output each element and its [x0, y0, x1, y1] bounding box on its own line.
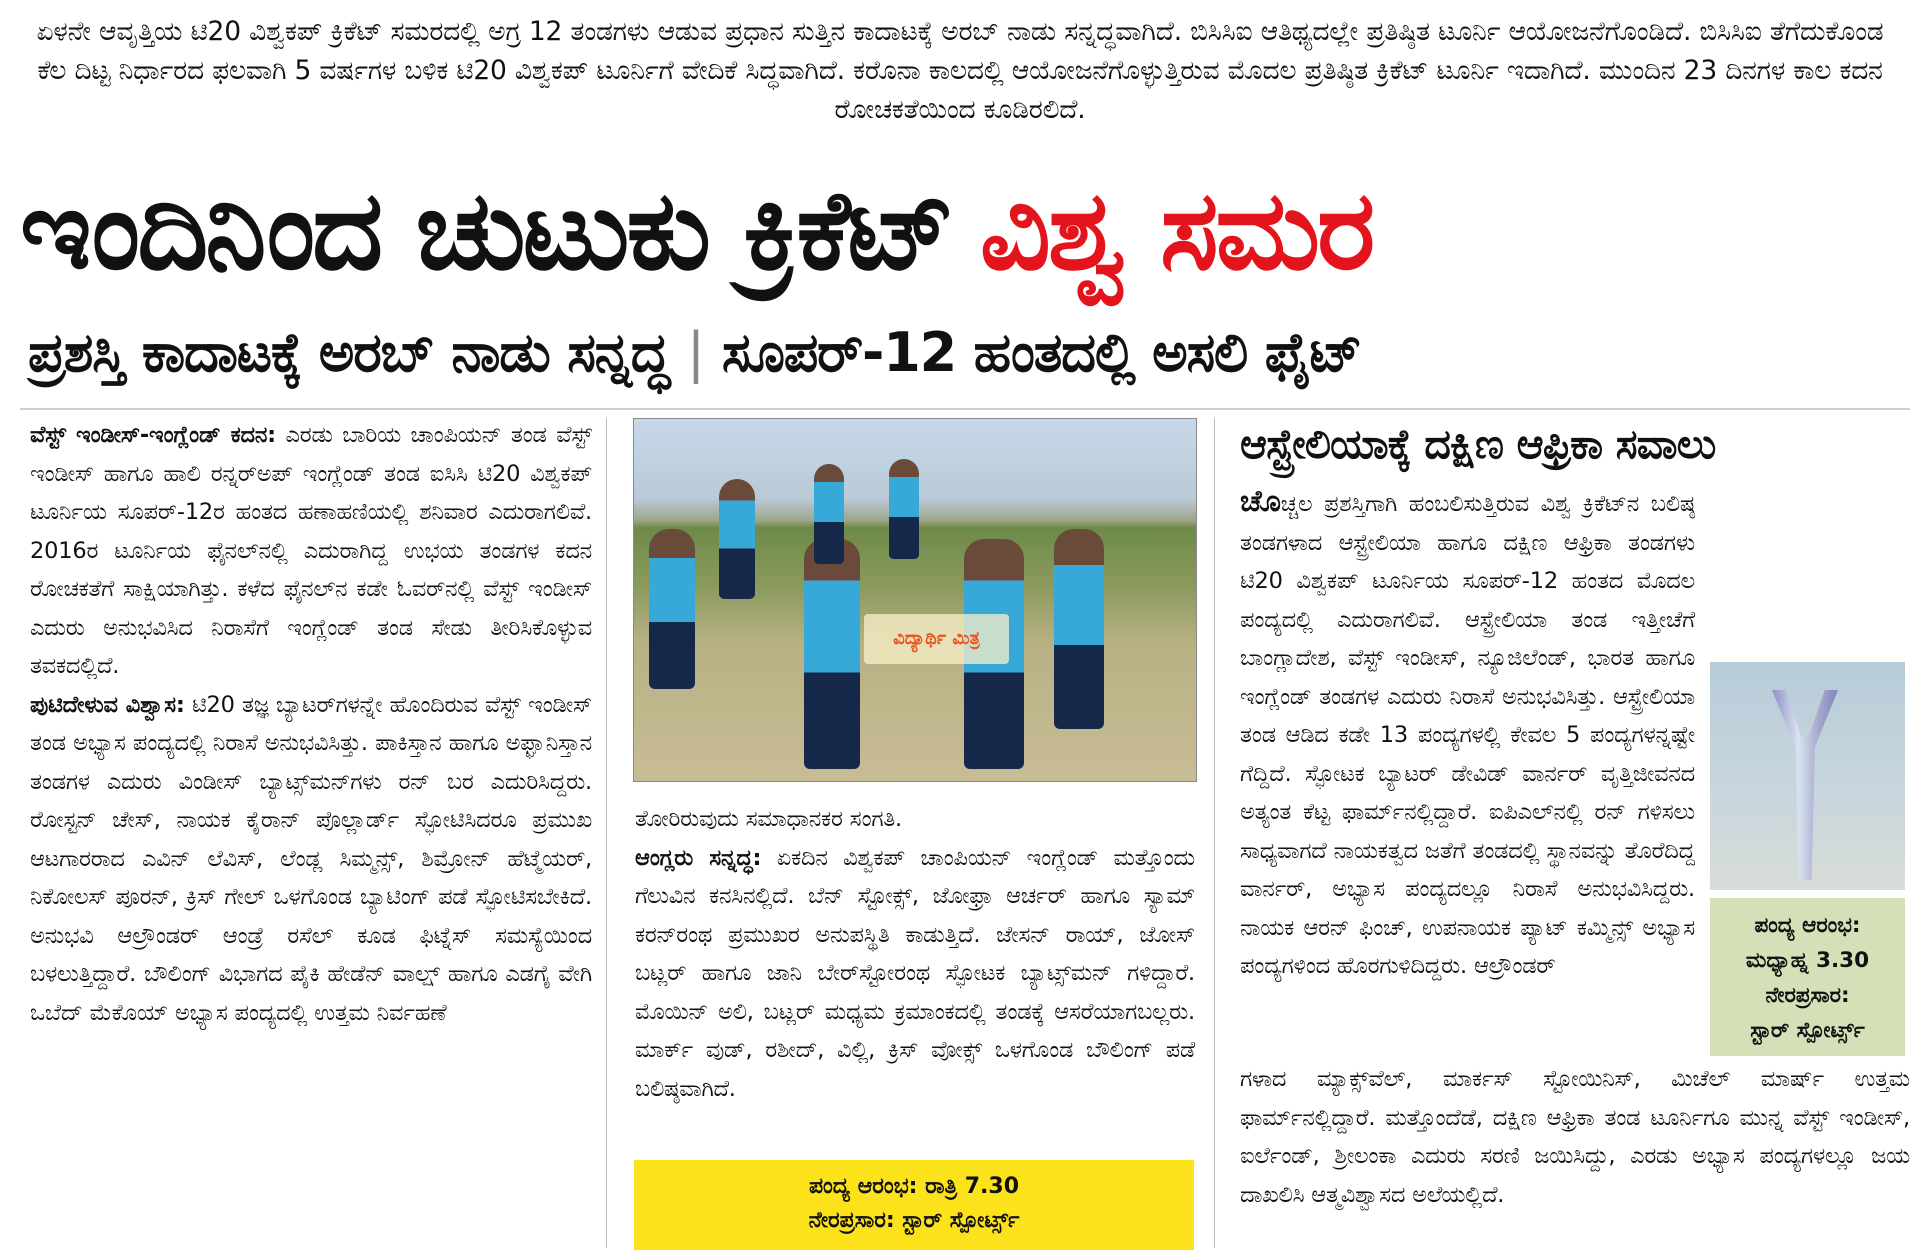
column-west-indies-england — [30, 416, 592, 1246]
col3-paragraph-2: ಗಳಾದ ಮ್ಯಾಕ್ಸ್‌ವೆಲ್, ಮಾರ್ಕಸ್ ಸ್ಟೋಯಿನಿಸ್, ಮಿಚೆಲ್ ಮಾರ್ಷ್ ಉತ್ತಮ ಫಾರ್ಮ್‌ನಲ್ಲಿದ್ದಾರೆ. ಮತ್ತೊಂದೆಡೆ, ದಕ್ಷಿಣ ಆಫ್ರಿಕಾ ತಂಡ ಟೂರ್ನಿಗೂ ಮುನ್ನ ವೆಸ್ಟ್ ಇಂಡೀಸ್, ಐರ್ಲೆಂಡ್, ಶ್ರೀಲಂಕಾ ಎದುರು ಸರಣಿ ಜಯಿಸಿದ್ದು, ಎರಡು ಅಭ್ಯಾಸ ಪಂದ್ಯಗಳಲ್ಲೂ ಜಯ ದಾಖಲಿಸಿ ಆತ್ಮವಿಶ್ವಾಸದ ಅಲೆಯಲ್ಲಿದೆ. — [1240, 1066, 1910, 1208]
col3-text-1: ಚ್ಚಲ ಪ್ರಶಸ್ತಿಗಾಗಿ ಹಂಬಲಿಸುತ್ತಿರುವ ವಿಶ್ವ ಕ್ರಿಕೆಟ್‌ನ ಬಲಿಷ್ಠ ತಂಡಗಳಾದ ಆಸ್ಟ್ರೇಲಿಯಾ ಹಾಗೂ ದಕ್ಷಿಣ ಆಫ್ರಿಕಾ ತಂಡಗಳು ಟಿ20 ವಿಶ್ವಕಪ್ ಟೂರ್ನಿಯ ಸೂಪರ್-12 ಹಂತದ ಮೊದಲ ಪಂದ್ಯದಲ್ಲಿ ಎದುರಾಗಲಿವೆ. ಆಸ್ಟ್ರೇಲಿಯಾ ತಂಡ ಇತ್ತೀಚೆಗೆ ಬಾಂಗ್ಲಾದೇಶ, ವೆಸ್ಟ್ ಇಂಡೀಸ್, ನ್ಯೂಜಿಲೆಂಡ್, ಭಾರತ ಹಾಗೂ ಇಂಗ್ಲೆಂಡ್ ತಂಡಗಳ ಎದುರು ನಿರಾಸೆ ಅನುಭವಿಸಿತ್ತು. ಆಸ್ಟ್ರೇಲಿಯಾ ತಂಡ ಆಡಿದ ಕಡೇ 13 ಪಂದ್ಯಗಳಲ್ಲಿ ಕೇವಲ 5 ಪಂದ್ಯಗಳನ್ನಷ್ಟೇ ಗೆದ್ದಿದೆ. ಸ್ಫೋಟಕ ಬ್ಯಾಟರ್ ಡೇವಿಡ್ ವಾರ್ನರ್ ವೃತ್ತಿಜೀವನದ ಅತ್ಯಂತ ಕೆಟ್ಟ ಫಾರ್ಮ್‌ನಲ್ಲಿದ್ದಾರೆ. ಐಪಿಎಲ್‌ನಲ್ಲಿ ರನ್ ಗಳಿಸಲು ಸಾಧ್ಯವಾಗದೆ ನಾಯಕತ್ವದ ಜತೆಗೆ ತಂಡದಲ್ಲಿ ಸ್ಥಾನವನ್ನು ತೊರೆದಿದ್ದ ವಾರ್ನರ್, ಅಭ್ಯಾಸ ಪಂದ್ಯದಲ್ಲೂ ನಿರಾಸೆ ಅನುಭವಿಸಿದ್ದರು. ನಾಯಕ ಆರನ್ ಫಿಂಚ್, ಉಪನಾಯಕ ಪ್ಯಾಟ್ ಕಮ್ಮಿನ್ಸ್ ಅಭ್ಯಾಸ ಪಂದ್ಯಗಳಿಂದ ಹೊರಗುಳಿದಿದ್ದರು. ಆಲ್ರೌಂಡರ್ — [1240, 491, 1695, 979]
photo-player — [1054, 529, 1104, 729]
photo-caption: ತೋರಿರುವುದು ಸಮಾಧಾನಕರ ಸಂಗತಿ. — [635, 806, 902, 832]
col2-paragraph-1 — [635, 839, 1195, 1109]
team-practice-photo — [633, 418, 1197, 782]
col1-paragraph-1 — [30, 416, 592, 686]
subhead-left: ಪ್ರಶಸ್ತಿ ಕಾದಾಟಕ್ಕೆ ಅರಬ್ ನಾಡು ಸನ್ನದ್ಧ — [28, 321, 669, 384]
photo-player — [719, 479, 755, 599]
col1-text-2: ಟಿ20 ತಜ್ಞ ಬ್ಯಾಟರ್‌ಗಳನ್ನೇ ಹೊಂದಿರುವ ವೆಸ್ಟ್ ಇಂಡೀಸ್ ತಂಡ ಅಭ್ಯಾಸ ಪಂದ್ಯದಲ್ಲಿ ನಿರಾಸೆ ಅನುಭವಿಸಿತ್ತು. ಪಾಕಿಸ್ತಾನ ಹಾಗೂ ಅಫ್ಘಾನಿಸ್ತಾನ ತಂಡಗಳ ಎದುರು ವಿಂಡೀಸ್ ಬ್ಯಾಟ್ಸ್‌ಮನ್‌ಗಳು ರನ್ ಬರ ಎದುರಿಸಿದ್ದರು. ರೋಸ್ಟನ್ ಚೇಸ್, ನಾಯಕ ಕೈರಾನ್ ಪೊಲ್ಲಾರ್ಡ್ ಸ್ಫೋಟಿಸಿದರೂ ಪ್ರಮುಖ ಆಟಗಾರರಾದ ಎವಿನ್ ಲೆವಿಸ್, ಲೆಂಡ್ಲ ಸಿಮ್ಮನ್ಸ್, ಶಿಮ್ರೋನ್ ಹೆಟ್ಮೆಯರ್, ನಿಕೋಲಸ್ ಪೂರನ್, ಕ್ರಿಸ್ ಗೇಲ್ ಒಳಗೊಂಡ ಬ್ಯಾಟಿಂಗ್ ಪಡೆ ಸ್ಫೋಟಿಸಬೇಕಿದೆ. ಅನುಭವಿ ಆಲ್ರೌಂಡರ್ ಆಂಡ್ರೆ ರಸೆಲ್ ಕೂಡ ಫಿಟ್ನೆಸ್ ಸಮಸ್ಯೆಯಿಂದ ಬಳಲುತ್ತಿದ್ದಾರೆ. ಬೌಲಿಂಗ್ ವಿಭಾಗದ ಪೈಕಿ ಹೇಡೆನ್ ವಾಲ್ಷ್ ಹಾಗೂ ಎಡಗೈ ವೇಗಿ ಒಬೆದ್ ಮೆಕೊಯ್ ಅಭ್ಯಾಸ ಪಂದ್ಯದಲ್ಲಿ ಉತ್ತಮ ನಿರ್ವಹಣೆ — [30, 691, 592, 1026]
match-info-box-west-indies-england — [634, 1160, 1194, 1250]
col1-lead-1: ವೆಸ್ಟ್ ಇಂಡೀಸ್-ಇಂಗ್ಲೆಂಡ್ ಕದನ: — [30, 422, 276, 448]
match-info-box-australia — [1710, 898, 1905, 1056]
photo-player — [649, 529, 695, 689]
subhead-right: ಸೂಪರ್-12 ಹಂತದಲ್ಲಿ ಅಸಲಿ ಫೈಟ್ — [721, 321, 1362, 384]
col2-lead-1: ಆಂಗ್ಲರು ಸನ್ನದ್ಧ: — [635, 844, 762, 871]
column-divider-1 — [606, 418, 607, 1248]
col1-paragraph-2 — [30, 686, 592, 1033]
subheadline — [28, 315, 1908, 391]
broadcast-channel: ಸ್ಟಾರ್ ಸ್ಪೋರ್ಟ್ಸ್ — [1750, 1018, 1865, 1043]
photo-player — [814, 464, 844, 564]
column-england — [635, 800, 1195, 1150]
column-divider-2 — [1214, 418, 1215, 1248]
australia-story-heading: ಆಸ್ಟ್ರೇಲಿಯಾಕ್ಕೆ ದಕ್ಷಿಣ ಆಫ್ರಿಕಾ ಸವಾಲು — [1240, 420, 1716, 468]
match-start-label: ಪಂದ್ಯ ಆರಂಭ: — [1754, 913, 1861, 938]
broadcast-label: ನೇರಪ್ರಸಾರ: — [1765, 983, 1850, 1008]
column-australia — [1240, 483, 1695, 1003]
headline-black-part: ಇಂದಿನಿಂದ ಚುಟುಕು ಕ್ರಿಕೆಟ್ — [20, 166, 952, 294]
headline-red-part: ವಿಶ್ವ ಸಮರ — [979, 166, 1373, 294]
subhead-separator: | — [686, 321, 704, 384]
photo-player — [889, 459, 919, 559]
col1-lead-2: ಪುಟಿದೇಳುವ ವಿಶ್ವಾಸ: — [30, 691, 185, 718]
header-rule — [20, 408, 1910, 410]
broadcast-info: ನೇರಪ್ರಸಾರ: ಸ್ಟಾರ್ ಸ್ಪೋರ್ಟ್ಸ್ — [808, 1208, 1020, 1233]
trophy-icon — [1772, 690, 1838, 880]
col2-text-1: ಏಕದಿನ ವಿಶ್ವಕಪ್ ಚಾಂಪಿಯನ್ ಇಂಗ್ಲೆಂಡ್ ಮತ್ತೊಂದು ಗೆಲುವಿನ ಕನಸಿನಲ್ಲಿದೆ. ಬೆನ್ ಸ್ಟೋಕ್ಸ್, ಜೋಫ್ರಾ ಆರ್ಚರ್ ಹಾಗೂ ಸ್ಯಾಮ್ ಕರನ್‌ರಂಥ ಪ್ರಮುಖರ ಅನುಪಸ್ಥಿತಿ ಕಾಡುತ್ತಿದೆ. ಜೇಸನ್ ರಾಯ್, ಜೋಸ್ ಬಟ್ಲರ್ ಹಾಗೂ ಜಾನಿ ಬೇರ್‌ಸ್ಟೋರಂಥ ಸ್ಫೋಟಕ ಬ್ಯಾಟ್ಸ್‌ಮನ್ ಗಳಿದ್ದಾರೆ. ಮೊಯಿನ್ ಅಲಿ, ಬಟ್ಲರ್ ಮಧ್ಯಮ ಕ್ರಮಾಂಕದಲ್ಲಿ ತಂಡಕ್ಕೆ ಆಸರೆಯಾಗಬಲ್ಲರು. ಮಾರ್ಕ್ ವುಡ್, ರಶೀದ್, ವಿಲ್ಲಿ, ಕ್ರಿಸ್ ವೋಕ್ಸ್ ಒಳಗೊಂಡ ಬೌಲಿಂಗ್ ಪಡೆ ಬಲಿಷ್ಠವಾಗಿದೆ. — [635, 844, 1195, 1102]
photo-player — [804, 539, 860, 769]
drop-cap: ಚೊ — [1240, 484, 1281, 519]
trophy-photo — [1710, 662, 1905, 890]
main-headline — [20, 162, 1900, 298]
column-australia-continued — [1240, 1060, 1910, 1250]
match-time: ಪಂದ್ಯ ಆರಂಭ: ರಾತ್ರಿ 7.30 — [808, 1174, 1020, 1199]
photo-watermark: ವಿದ್ಯಾರ್ಥಿ ಮಿತ್ರ — [864, 614, 1009, 664]
match-start-time: ಮಧ್ಯಾಹ್ನ 3.30 — [1745, 948, 1870, 973]
intro-paragraph: ಏಳನೇ ಆವೃತ್ತಿಯ ಟಿ20 ವಿಶ್ವಕಪ್ ಕ್ರಿಕೆಟ್ ಸಮರದಲ್ಲಿ ಅಗ್ರ 12 ತಂಡಗಳು ಆಡುವ ಪ್ರಧಾನ ಸುತ್ತಿನ ಕಾದಾಟಕ್ಕೆ ಅರಬ್ ನಾಡು ಸನ್ನದ್ಧವಾಗಿದೆ. ಬಿಸಿಸಿಐ ಆತಿಥ್ಯದಲ್ಲೇ ಪ್ರತಿಷ್ಠಿತ ಟೂರ್ನಿ ಆಯೋಜನೆಗೊಂಡಿದೆ. ಬಿಸಿಸಿಐ ತೆಗೆದುಕೊಂಡ ಕೆಲ ದಿಟ್ಟ ನಿರ್ಧಾರದ ಫಲವಾಗಿ 5 ವರ್ಷಗಳ ಬಳಿಕ ಟಿ20 ವಿಶ್ವಕಪ್ ಟೂರ್ನಿಗೆ ವೇದಿಕೆ ಸಿದ್ಧವಾಗಿದೆ. ಕರೊನಾ ಕಾಲದಲ್ಲಿ ಆಯೋಜನೆಗೊಳ್ಳುತ್ತಿರುವ ಮೊದಲ ಪ್ರತಿಷ್ಠಿತ ಕ್ರಿಕೆಟ್ ಟೂರ್ನಿ ಇದಾಗಿದೆ. ಮುಂದಿನ 23 ದಿನಗಳ ಕಾಲ ಕದನ ರೋಚಕತೆಯಿಂದ ಕೂಡಿರಲಿದೆ. — [36, 16, 1884, 125]
col3-paragraph-1 — [1240, 483, 1695, 986]
col1-text-1: ಎರಡು ಬಾರಿಯ ಚಾಂಪಿಯನ್ ತಂಡ ವೆಸ್ಟ್ ಇಂಡೀಸ್ ಹಾಗೂ ಹಾಲಿ ರನ್ನರ್‌ಅಪ್ ಇಂಗ್ಲೆಂಡ್ ತಂಡ ಐಸಿಸಿ ಟಿ20 ವಿಶ್ವಕಪ್ ಟೂರ್ನಿಯ ಸೂಪರ್-12ರ ಹಂತದ ಹಣಾಹಣಿಯಲ್ಲಿ ಶನಿವಾರ ಎದುರಾಗಲಿವೆ. 2016ರ ಟೂರ್ನಿಯ ಫೈನಲ್‌ನಲ್ಲಿ ಎದುರಾಗಿದ್ದ ಉಭಯ ತಂಡಗಳ ಕದನ ರೋಚಕತೆಗೆ ಸಾಕ್ಷಿಯಾಗಿತ್ತು. ಕಳೆದ ಫೈನಲ್‌ನ ಕಡೇ ಓವರ್‌ನಲ್ಲಿ ವೆಸ್ಟ್ ಇಂಡೀಸ್ ಎದುರು ಅನುಭವಿಸಿದ ನಿರಾಸೆಗೆ ಇಂಗ್ಲೆಂಡ್ ತಂಡ ಸೇಡು ತೀರಿಸಿಕೊಳ್ಳುವ ತವಕದಲ್ಲಿದೆ. — [30, 422, 592, 679]
